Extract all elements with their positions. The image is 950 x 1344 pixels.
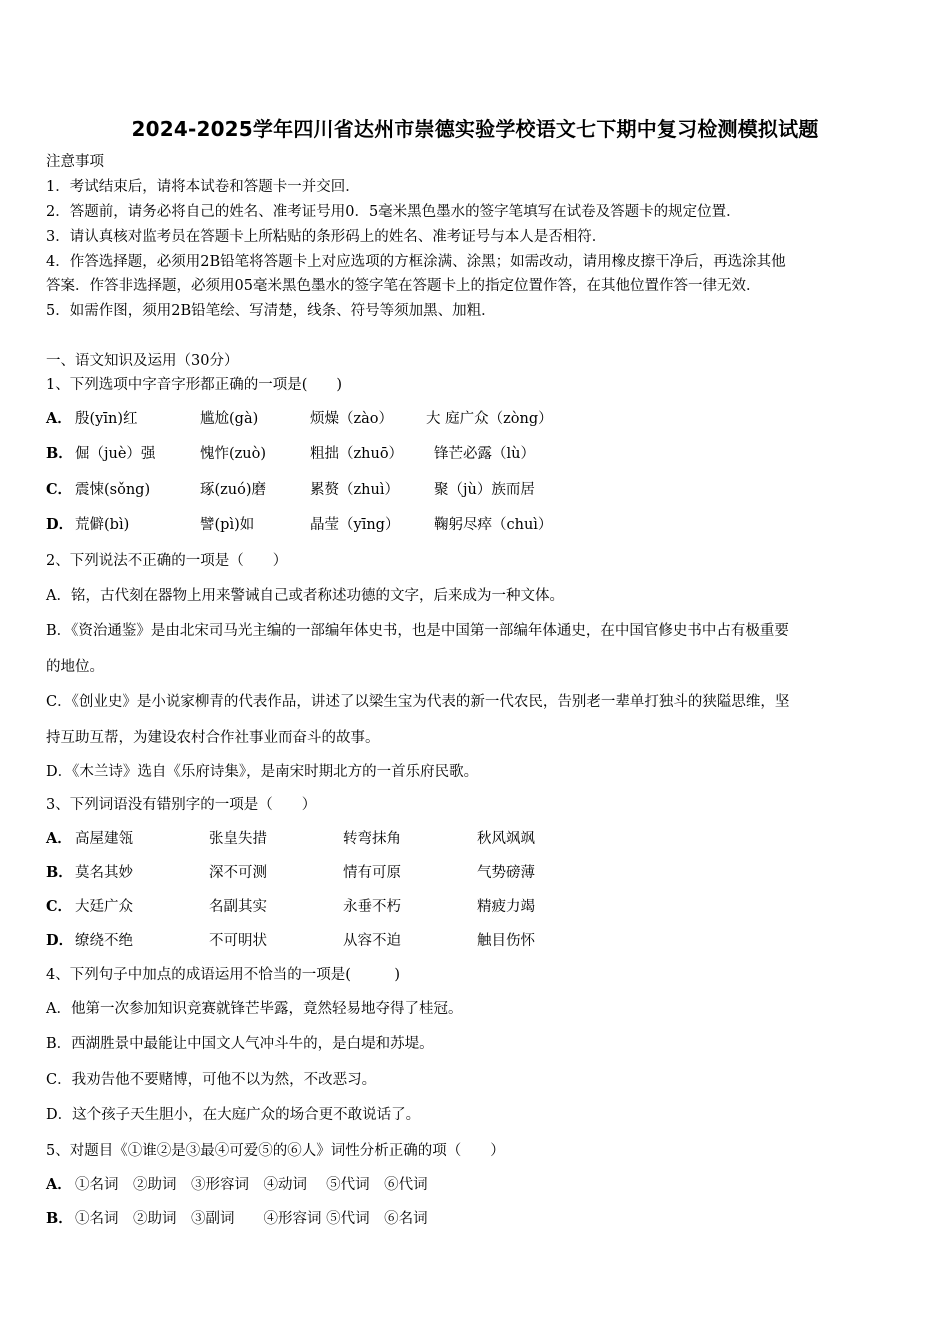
notice-item: 5．如需作图，须用2B铅笔绘、写清楚，线条、符号等须加黑、加粗． bbox=[46, 303, 496, 319]
option-word: 累赘（zhuì） bbox=[310, 482, 399, 498]
option-word: 情有可原 bbox=[343, 865, 401, 881]
question-stem: 2、下列说法不正确的一项是（ ） bbox=[46, 553, 288, 569]
q4-option-c: C．我劝告他不要赌博，可他不以为然，不改恶习。 bbox=[46, 1072, 377, 1088]
q4-option-b: B．西湖胜景中最能让中国文人气冲斗牛的，是白堤和苏堤。 bbox=[46, 1036, 434, 1052]
option-word: 张皇失措 bbox=[209, 831, 267, 847]
option-word: 晶莹（yīng） bbox=[310, 517, 400, 533]
option-label: D． bbox=[46, 932, 74, 949]
option-word: 尴尬(gà) bbox=[200, 411, 259, 427]
page-title: 2024-2025学年四川省达州市崇德实验学校语文七下期中复习检测模拟试题 bbox=[131, 117, 819, 141]
option-word: 譬(pì)如 bbox=[200, 517, 255, 533]
section-heading: 一、语文知识及运用（30分） bbox=[46, 353, 239, 369]
question-stem: 3、下列词语没有错别字的一项是（ ） bbox=[46, 797, 317, 813]
option-word: 秋风飒飒 bbox=[477, 831, 535, 847]
option-text: ①名词 ②助词 ③副词 ④形容词 ⑤代词 ⑥名词 bbox=[75, 1211, 428, 1227]
option-word: 精疲力竭 bbox=[477, 899, 535, 915]
option-word: 大 庭广众（zòng） bbox=[426, 411, 553, 427]
option-word: 震悚(sǒng) bbox=[75, 482, 151, 498]
notice-item: 2．答题前，请务必将自己的姓名、准考证号用0．5毫米黑色墨水的签字笔填写在试卷及答题卡的规定位置． bbox=[46, 204, 741, 220]
option-label: C． bbox=[46, 898, 73, 915]
option-word: 转弯抹角 bbox=[343, 831, 401, 847]
option-word: 气势磅薄 bbox=[477, 865, 535, 881]
option-word: 倔（juè）强 bbox=[75, 446, 156, 462]
q2-option-b-cont: 的地位。 bbox=[46, 659, 104, 675]
option-word: 鞠躬尽瘁（chuì） bbox=[434, 517, 553, 533]
option-word: 愧怍(zuò) bbox=[200, 446, 267, 462]
option-word: 大廷广众 bbox=[75, 899, 133, 915]
question-stem: 4、下列句子中加点的成语运用不恰当的一项是( ) bbox=[46, 967, 401, 983]
option-word: 触目伤怀 bbox=[477, 933, 535, 949]
option-label: A． bbox=[46, 410, 72, 427]
option-word: 不可明状 bbox=[209, 933, 267, 949]
option-word: 缭绕不绝 bbox=[75, 933, 133, 949]
option-label: D． bbox=[46, 516, 74, 533]
q2-option-d: D．《木兰诗》选自《乐府诗集》，是南宋时期北方的一首乐府民歌。 bbox=[46, 764, 479, 780]
option-label: B． bbox=[46, 864, 73, 881]
option-word: 锋芒必露（lù） bbox=[434, 446, 535, 462]
option-word: 从容不迫 bbox=[343, 933, 401, 949]
option-word: 高屋建瓴 bbox=[75, 831, 133, 847]
q2-option-c: C．《创业史》是小说家柳青的代表作品，讲述了以梁生宝为代表的新一代农民，告别老一辈单打独斗的狭隘思维，坚 bbox=[46, 694, 790, 710]
option-word: 殷(yīn)红 bbox=[75, 411, 138, 427]
notice-item: 3．请认真核对监考员在答题卡上所粘贴的条形码上的姓名、准考证号与本人是否相符． bbox=[46, 229, 607, 245]
option-label: C． bbox=[46, 481, 73, 498]
option-word: 荒僻(bì) bbox=[75, 517, 130, 533]
question-stem: 5、对题目《①谁②是③最④可爱⑤的⑥人》词性分析正确的项（ ） bbox=[46, 1143, 505, 1159]
option-label: A． bbox=[46, 830, 72, 847]
option-word: 聚（jù）族而居 bbox=[434, 482, 535, 498]
q4-option-d: D．这个孩子天生胆小，在大庭广众的场合更不敢说话了。 bbox=[46, 1107, 421, 1123]
option-word: 粗拙（zhuō） bbox=[310, 446, 404, 462]
notice-heading: 注意事项 bbox=[46, 154, 104, 170]
notice-item: 4．作答选择题，必须用2B铅笔将答题卡上对应选项的方框涂满、涂黑；如需改动，请用橡皮擦干净后，再选涂其他 bbox=[46, 254, 786, 270]
notice-item: 1．考试结束后，请将本试卷和答题卡一并交回． bbox=[46, 179, 360, 195]
notice-item: 答案．作答非选择题，必须用05毫米黑色墨水的签字笔在答题卡上的指定位置作答，在其他位置作答一律无效． bbox=[46, 278, 761, 294]
option-word: 烦燥（zào） bbox=[310, 411, 394, 427]
option-word: 琢(zuó)磨 bbox=[200, 482, 267, 498]
option-label: B． bbox=[46, 445, 73, 462]
option-text: ①名词 ②助词 ③形容词 ④动词 ⑤代词 ⑥代词 bbox=[75, 1177, 428, 1193]
q2-option-a: A．铭，古代刻在器物上用来警诫自己或者称述功德的文字，后来成为一种文体。 bbox=[46, 588, 564, 604]
option-word: 永垂不朽 bbox=[343, 899, 401, 915]
question-stem: 1、下列选项中字音字形都正确的一项是( ) bbox=[46, 377, 343, 393]
option-label: A． bbox=[46, 1176, 72, 1193]
option-word: 莫名其妙 bbox=[75, 865, 133, 881]
q2-option-b: B．《资治通鉴》是由北宋司马光主编的一部编年体史书，也是中国第一部编年体通史，在中国官修史书中占有极重要 bbox=[46, 623, 789, 639]
option-word: 深不可测 bbox=[209, 865, 267, 881]
option-label: B． bbox=[46, 1210, 73, 1227]
option-word: 名副其实 bbox=[209, 899, 267, 915]
q2-option-c-cont: 持互助互帮，为建设农村合作社事业而奋斗的故事。 bbox=[46, 730, 380, 746]
q4-option-a: A．他第一次参加知识竞赛就锋芒毕露，竟然轻易地夺得了桂冠。 bbox=[46, 1001, 463, 1017]
